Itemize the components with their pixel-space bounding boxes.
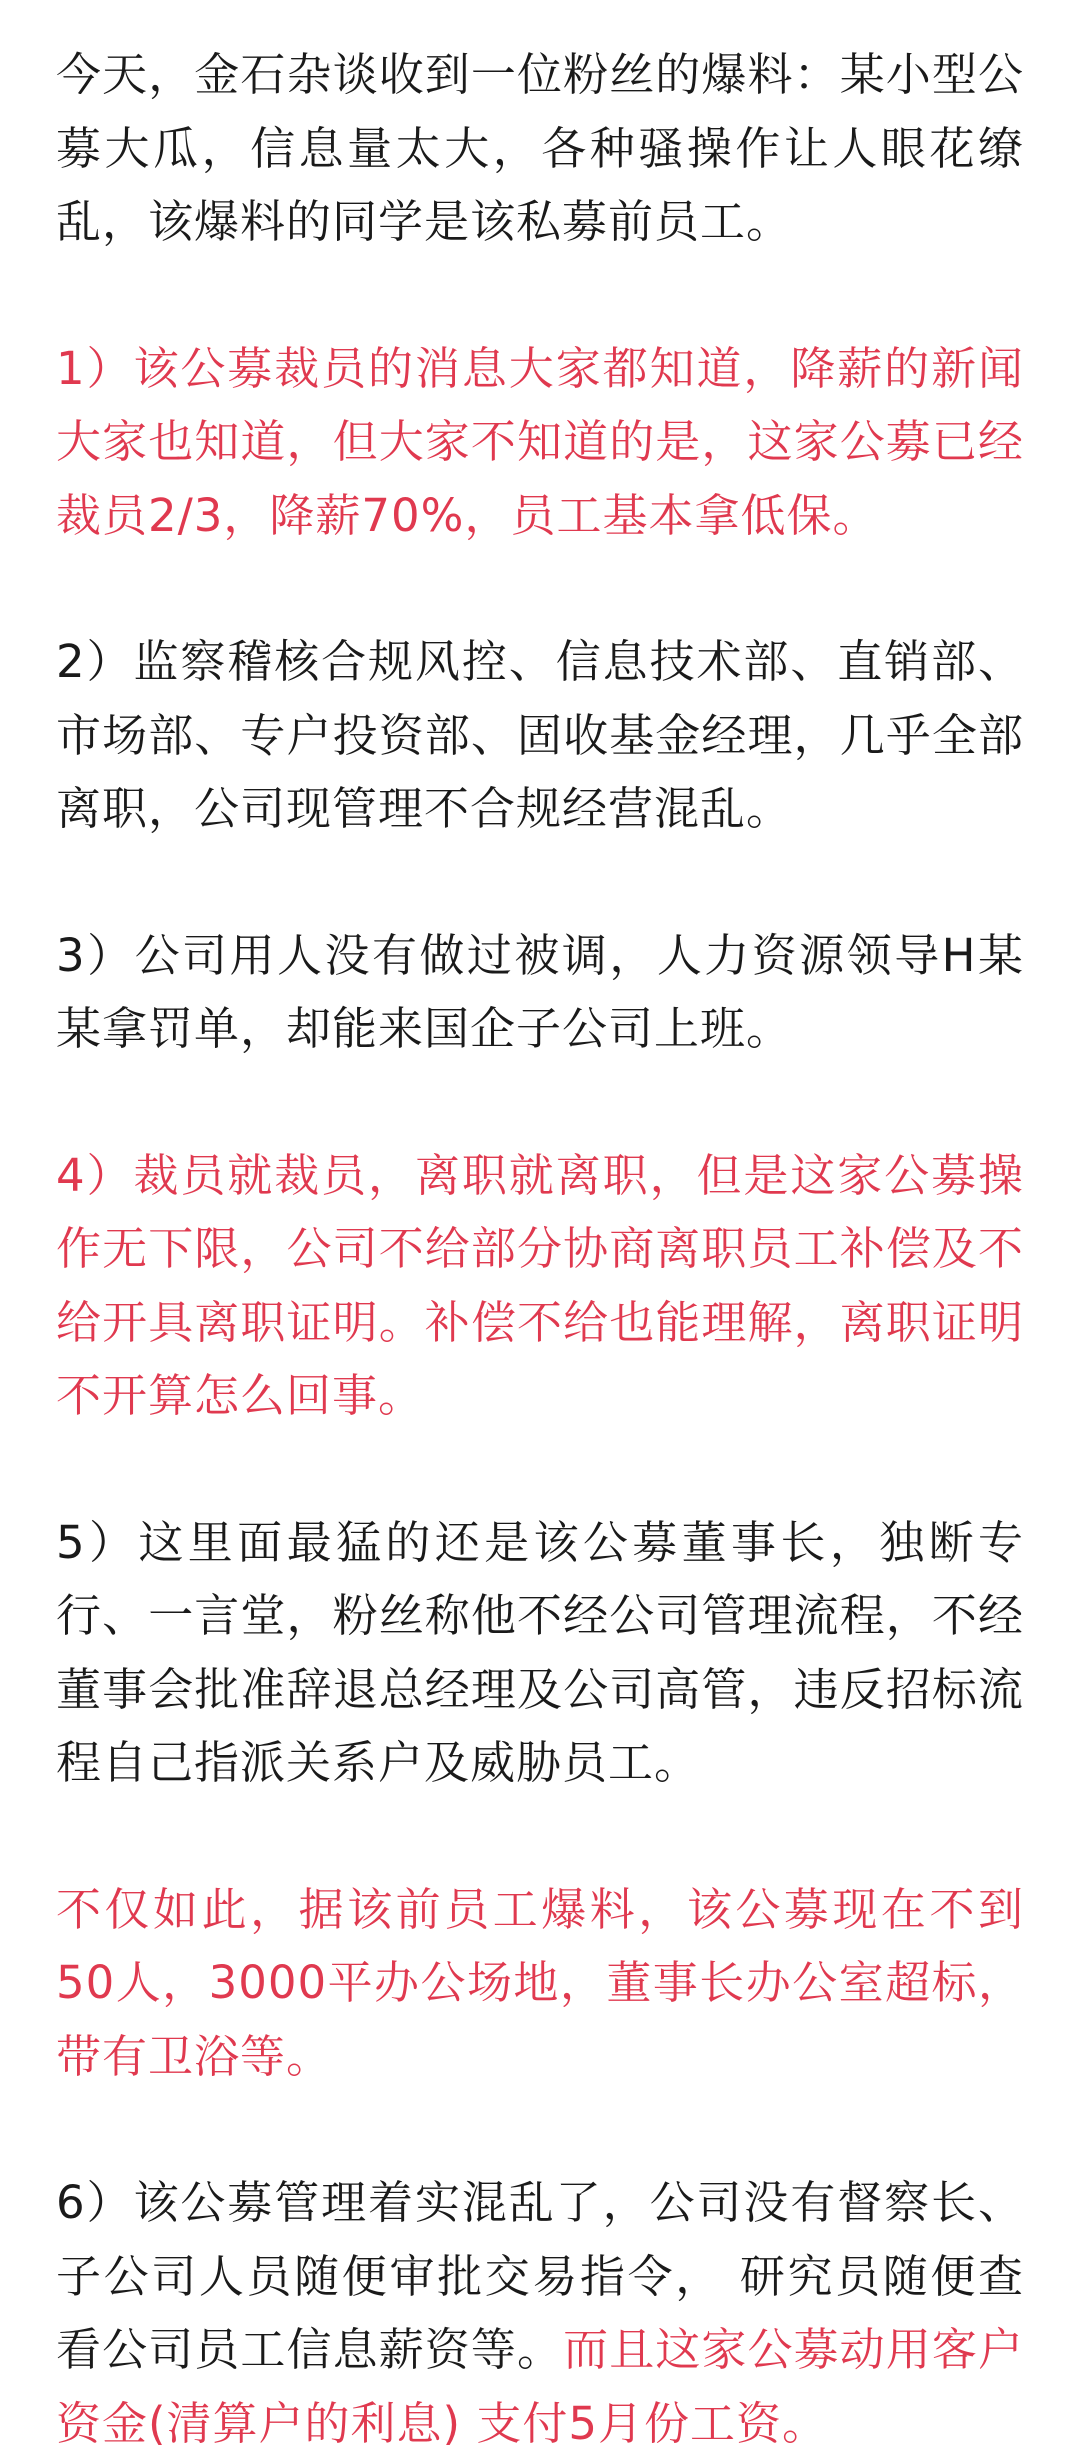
paragraph-point-6 — [56, 2166, 1024, 2460]
paragraph-point-6-normal: 6）该公募管理着实混乱了，公司没有督察长、子公司人员随便审批交易指令， 研究员随便查看公司员工信息薪资等。 — [56, 2176, 1024, 2376]
paragraph-point-2: 2）监察稽核合规风控、信息技术部、直销部、市场部、专户投资部、固收基金经理，几乎全部离职，公司现管理不合规经营混乱。 — [56, 635, 1024, 835]
paragraph-point-4: 4）裁员就裁员，离职就离职，但是这家公募操作无下限，公司不给部分协商离职员工补偿及不给开具离职证明。补偿不给也能理解，离职证明不开算怎么回事。 — [56, 1148, 1024, 1422]
paragraph-point-3: 3）公司用人没有做过被调，人力资源领导H某某拿罚单，却能来国企子公司上班。 — [56, 928, 1024, 1055]
paragraph-office-detail: 不仅如此，据该前员工爆料，该公募现在不到50人，3000平办公场地，董事长办公室超标，带有卫浴等。 — [56, 1882, 1024, 2083]
paragraph-intro: 今天，金石杂谈收到一位粉丝的爆料：某小型公募大瓜，信息量太大，各种骚操作让人眼花缭乱，该爆料的同学是该私募前员工。 — [56, 48, 1024, 248]
paragraph-point-1: 1）该公募裁员的消息大家都知道，降薪的新闻大家也知道，但大家不知道的是，这家公募已经裁员2/3，降薪70%，员工基本拿低保。 — [56, 341, 1024, 542]
paragraph-point-6-highlight: 而且这家公募动用客户资金(清算户的利息) 支付5月份工资。 — [56, 2323, 1024, 2450]
paragraph-point-5: 5）这里面最猛的还是该公募董事长，独断专行、一言堂，粉丝称他不经公司管理流程，不经董事会批准辞退总经理及公司高管，违反招标流程自己指派关系户及威胁员工。 — [56, 1515, 1024, 1789]
